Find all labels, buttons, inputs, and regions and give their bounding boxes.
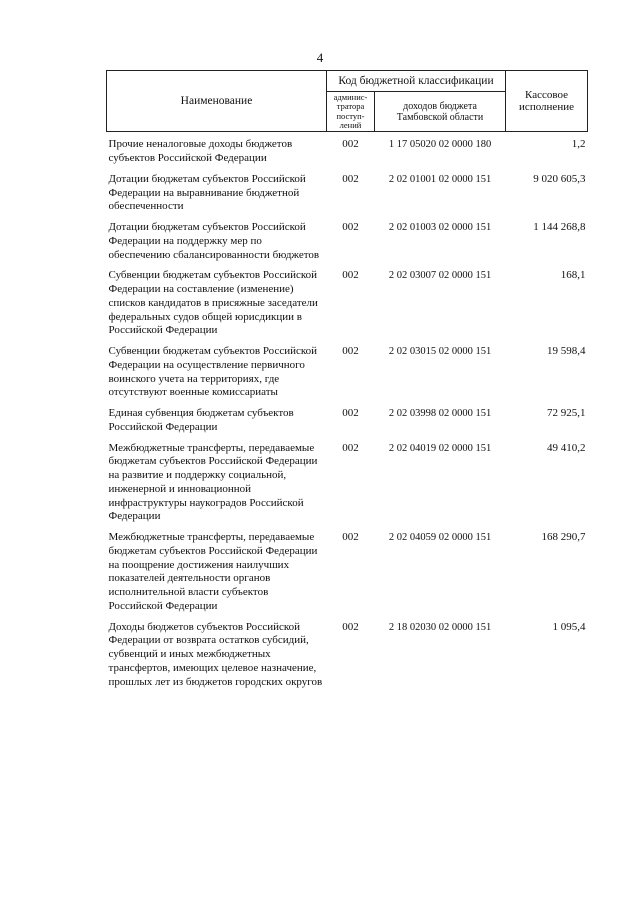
row-income-code: 2 18 02030 02 0000 151 xyxy=(388,621,492,633)
row-income-code: 2 02 04059 02 0000 151 xyxy=(388,532,492,544)
row-name: Межбюджетные трансферты, передаваемые бюджетам субъектов Российской Федерации на поощрение достижения наилучших показателей деятельности органов исполнительной власти субъектов Российской Федерации xyxy=(108,531,318,612)
row-admin-code: 002 xyxy=(342,138,359,151)
column-header-name: Наименование xyxy=(107,71,327,132)
row-admin-code: 002 xyxy=(342,620,359,633)
row-name: Субвенции бюджетам субъектов Российской Федерации на осуществление первичного воинского учета на территориях, где отсутствуют военные комиссариаты xyxy=(108,345,318,399)
table-row xyxy=(107,132,588,167)
row-name: Межбюджетные трансферты, передаваемые бюджетам субъектов Российской Федерации на развитие и поддержку социальной, инженерной и инновационной инфраструктуры наукоградов Российской Федерации xyxy=(108,441,318,523)
row-amount: 19 598,4 xyxy=(547,345,586,358)
row-name: Субвенции бюджетам субъектов Российской Федерации на составление (изменение) списков кандидатов в присяжные заседатели федеральных судов общей юрисдикции в Российской Федерации xyxy=(108,269,318,337)
page-number: 4 xyxy=(316,50,324,65)
row-name: Прочие неналоговые доходы бюджетов субъектов Российской Федерации xyxy=(108,138,293,165)
table-row xyxy=(107,263,588,339)
table-row xyxy=(107,615,588,691)
row-amount: 168,1 xyxy=(560,269,586,282)
row-income-code: 2 02 04019 02 0000 151 xyxy=(388,442,492,454)
row-amount: 9 020 605,3 xyxy=(533,172,586,185)
row-name: Дотации бюджетам субъектов Российской Федерации на поддержку мер по обеспечению сбалансированности бюджетов xyxy=(108,221,320,261)
row-admin-code: 002 xyxy=(342,269,359,282)
row-admin-code: 002 xyxy=(342,345,359,358)
column-header-income: доходов бюджета Тамбовской области xyxy=(375,92,506,132)
table-row xyxy=(107,215,588,263)
row-name: Единая субвенция бюджетам субъектов Российской Федерации xyxy=(108,407,294,433)
table-row xyxy=(107,167,588,215)
row-admin-code: 002 xyxy=(342,441,359,454)
column-header-admin: админис- тратора поступ- лений xyxy=(327,92,375,132)
table-row xyxy=(107,339,588,401)
table-row xyxy=(107,401,588,436)
table-header xyxy=(107,71,588,132)
row-income-code: 2 02 03998 02 0000 151 xyxy=(388,408,492,420)
row-amount: 49 410,2 xyxy=(547,441,586,454)
row-income-code: 2 02 01001 02 0000 151 xyxy=(388,173,492,185)
table-row xyxy=(107,525,588,615)
row-amount: 1 144 268,8 xyxy=(533,221,586,234)
row-amount: 72 925,1 xyxy=(547,407,586,420)
row-income-code: 2 02 03007 02 0000 151 xyxy=(388,270,492,282)
row-income-code: 1 17 05020 02 0000 180 xyxy=(388,139,492,151)
row-amount: 1,2 xyxy=(571,138,586,151)
column-header-cash: Кассовое исполнение xyxy=(506,71,588,132)
row-admin-code: 002 xyxy=(342,172,359,185)
row-admin-code: 002 xyxy=(342,221,359,234)
row-amount: 1 095,4 xyxy=(552,620,586,633)
budget-table xyxy=(106,70,588,690)
table-row xyxy=(107,436,588,526)
row-name: Доходы бюджетов субъектов Российской Федерации от возврата остатков субсидий, субвенций и иных межбюджетных трансфертов, имеющих целевое назначение, прошлых лет из бюджетов городских округов xyxy=(108,620,323,688)
row-income-code: 2 02 03015 02 0000 151 xyxy=(388,346,492,358)
row-admin-code: 002 xyxy=(342,531,359,544)
row-amount: 168 290,7 xyxy=(541,531,586,544)
row-income-code: 2 02 01003 02 0000 151 xyxy=(388,222,492,234)
column-header-code-group: Код бюджетной классификации xyxy=(327,71,506,92)
row-name: Дотации бюджетам субъектов Российской Федерации на выравнивание бюджетной обеспеченности xyxy=(108,172,306,213)
row-admin-code: 002 xyxy=(342,407,359,420)
